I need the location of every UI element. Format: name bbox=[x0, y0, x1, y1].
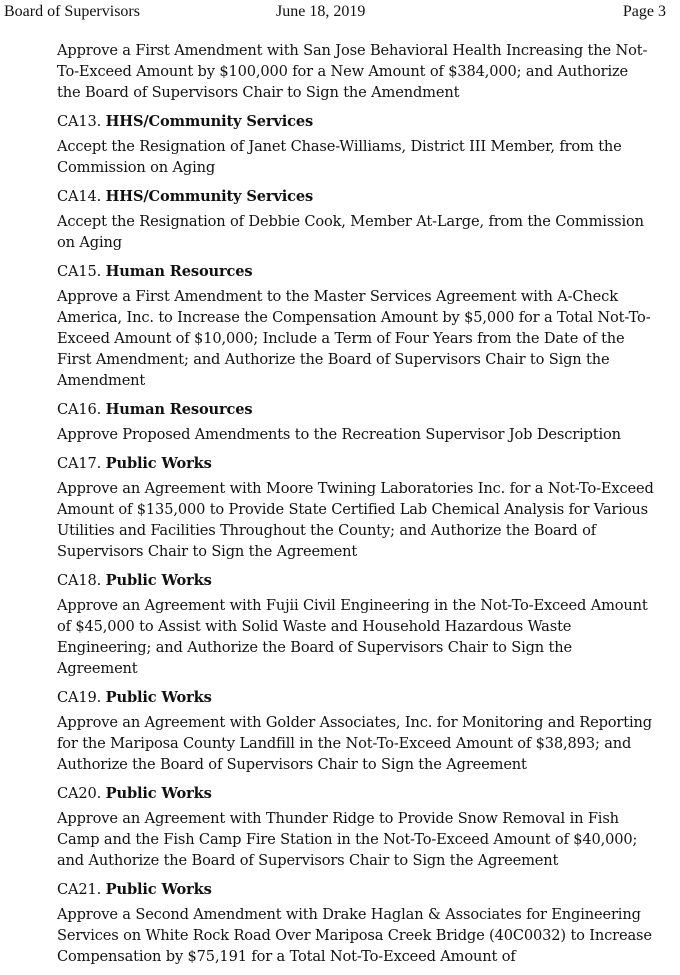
item-description: Approve an Agreement with Thunder Ridge to Provide Snow Removal in Fish Camp and the Fish Camp Fire Station in the Not-To-Exceed Amount of $40,000; and Authorize the Board of Supervisors Chair to Sign the Agreement bbox=[57, 810, 638, 869]
agenda-item-ca17 bbox=[57, 453, 655, 562]
agenda-item-heading bbox=[57, 111, 655, 132]
agenda-item-ca16 bbox=[57, 399, 655, 445]
agenda-item-heading bbox=[57, 687, 655, 708]
item-number: CA13. bbox=[57, 113, 102, 130]
agenda-item-ca14 bbox=[57, 186, 655, 253]
agenda-item-heading bbox=[57, 261, 655, 282]
item-department: HHS/Community Services bbox=[105, 113, 314, 130]
item-description: Approve an Agreement with Moore Twining Laboratories Inc. for a Not-To-Exceed Amount of $135,000 to Provide State Certified Lab Chemical Analysis for Various Utilities and Facilities Throughout the County; and Authorize the Board of Supervisors Chair to Sign the Agreement bbox=[57, 480, 654, 560]
continued-item-description: Approve a First Amendment with San Jose Behavioral Health Increasing the Not-To-Exceed Amount by $100,000 for a New Amount of $384,000; and Authorize the Board of Supervisors Chair to Sign the Amendment bbox=[57, 42, 648, 101]
agenda-item-heading bbox=[57, 879, 655, 900]
item-description: Approve an Agreement with Fujii Civil Engineering in the Not-To-Exceed Amount of $45,000 to Assist with Solid Waste and Household Hazardous Waste Engineering; and Authorize the Board of Supervisors Chair to Sign the Agreement bbox=[57, 597, 648, 677]
item-department: Public Works bbox=[105, 785, 212, 802]
item-department: Public Works bbox=[105, 572, 212, 589]
item-department: Public Works bbox=[105, 455, 212, 472]
item-number: CA20. bbox=[57, 785, 102, 802]
item-description: Approve an Agreement with Golder Associates, Inc. for Monitoring and Reporting for the Mariposa County Landfill in the Not-To-Exceed Amount of $38,893; and Authorize the Board of Supervisors Chair to Sign the Agreement bbox=[57, 714, 652, 773]
item-description: Approve a First Amendment to the Master Services Agreement with A-Check America, Inc. to Increase the Compensation Amount by $5,000 for a Total Not-To-Exceed Amount of $10,000; Include a Term of Four Years from the Date of the First Amendment; and Authorize the Board of Supervisors Chair to Sign the Amendment bbox=[57, 288, 651, 389]
item-description: Approve a Second Amendment with Drake Haglan & Associates for Engineering Services on White Rock Road Over Mariposa Creek Bridge (40C0032) to Increase Compensation by $75,191 for a Total Not-To-Exceed Amount of bbox=[57, 906, 652, 965]
agenda-item-ca21 bbox=[57, 879, 655, 967]
agenda-item-heading bbox=[57, 783, 655, 804]
header-page-number: Page 3 bbox=[622, 3, 666, 20]
item-number: CA19. bbox=[57, 689, 102, 706]
agenda-item-heading bbox=[57, 570, 655, 591]
item-description: Accept the Resignation of Janet Chase-Williams, District III Member, from the Commission on Aging bbox=[57, 138, 622, 176]
item-number: CA15. bbox=[57, 263, 102, 280]
item-description: Accept the Resignation of Debbie Cook, Member At-Large, from the Commission on Aging bbox=[57, 213, 644, 251]
agenda-content bbox=[57, 40, 655, 975]
item-description: Approve Proposed Amendments to the Recreation Supervisor Job Description bbox=[57, 426, 621, 443]
item-number: CA21. bbox=[57, 881, 102, 898]
item-number: CA16. bbox=[57, 401, 102, 418]
item-number: CA17. bbox=[57, 455, 102, 472]
agenda-item-heading bbox=[57, 453, 655, 474]
item-number: CA18. bbox=[57, 572, 102, 589]
item-department: Human Resources bbox=[105, 401, 253, 418]
item-department: HHS/Community Services bbox=[105, 188, 314, 205]
agenda-item-ca20 bbox=[57, 783, 655, 871]
agenda-item-ca13 bbox=[57, 111, 655, 178]
agenda-item-heading bbox=[57, 186, 655, 207]
header-board-title: Board of Supervisors bbox=[4, 3, 140, 20]
agenda-item-ca19 bbox=[57, 687, 655, 775]
item-department: Public Works bbox=[105, 689, 212, 706]
page-header bbox=[0, 3, 680, 25]
item-number: CA14. bbox=[57, 188, 102, 205]
agenda-item-heading bbox=[57, 399, 655, 420]
agenda-item-ca18 bbox=[57, 570, 655, 679]
item-department: Human Resources bbox=[105, 263, 253, 280]
item-department: Public Works bbox=[105, 881, 212, 898]
agenda-item-ca15 bbox=[57, 261, 655, 391]
header-date: June 18, 2019 bbox=[276, 3, 366, 20]
